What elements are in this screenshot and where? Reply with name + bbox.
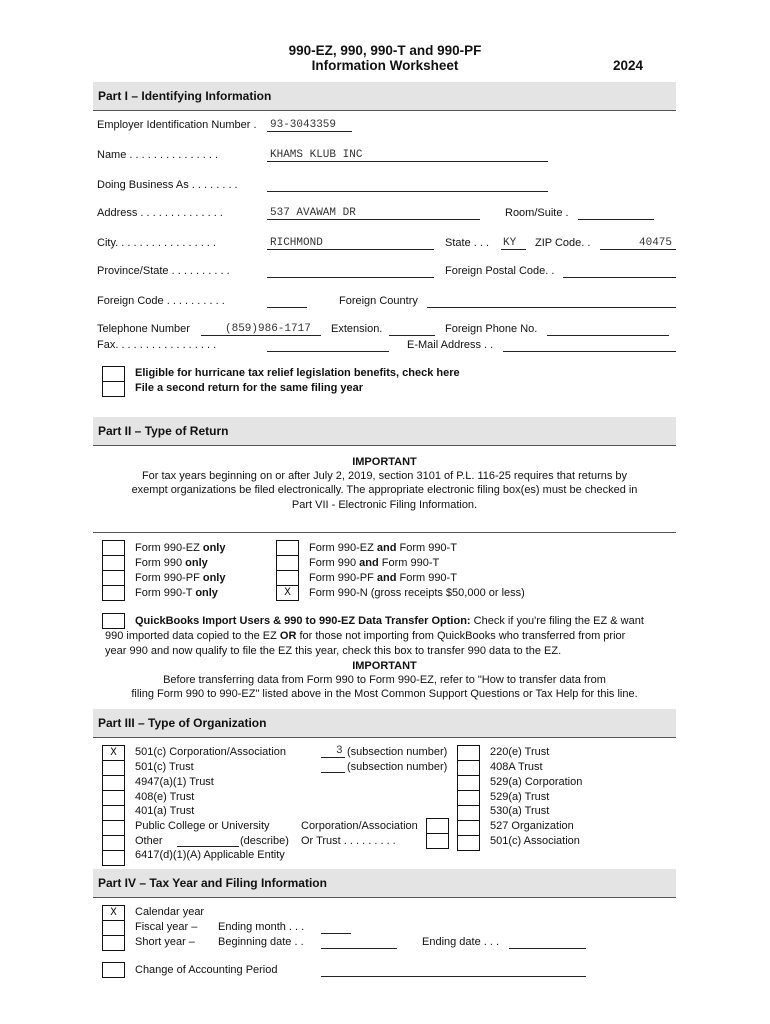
transfer-line1: Before transferring data from Form 990 to Form 990-EZ, refer to "How to transfer data from xyxy=(163,674,606,686)
fiscal-year-checkbox[interactable] xyxy=(102,920,125,936)
org-527-checkbox[interactable] xyxy=(457,820,480,836)
corp-assoc-checkbox[interactable] xyxy=(426,818,449,834)
second-return-label: File a second return for the same filing year xyxy=(135,382,364,394)
quickbooks-text-line2: 990 imported data copied to the EZ OR for those not importing from QuickBooks who transferred from prior xyxy=(105,630,626,642)
ending-month-label: Ending month . . . xyxy=(218,921,305,933)
org-4947-trust-label: 4947(a)(1) Trust xyxy=(135,776,214,788)
org-6417-entity-label: 6417(d)(1)(A) Applicable Entity xyxy=(135,849,285,861)
form-990ez-only-label: Form 990-EZ only xyxy=(135,542,226,554)
org-529a-corp-checkbox[interactable] xyxy=(457,775,480,791)
part2-header xyxy=(93,417,676,446)
org-530a-trust-checkbox[interactable] xyxy=(457,805,480,821)
quickbooks-text-line1: QuickBooks Import Users & 990 to 990-EZ Data Transfer Option: Check if you're filing the EZ & want xyxy=(135,615,644,627)
or-trust-checkbox[interactable] xyxy=(426,833,449,849)
fiscal-year-label: Fiscal year – xyxy=(135,921,198,933)
org-other-checkbox[interactable] xyxy=(102,835,125,851)
org-501c-trust-checkbox[interactable] xyxy=(102,760,125,776)
zip-value[interactable]: 40475 xyxy=(639,237,673,249)
form-990pf-and-990t-label: Form 990-PF and Form 990-T xyxy=(309,572,457,584)
form-990ez-and-990t-checkbox[interactable] xyxy=(276,540,299,556)
name-label: Name . . . . . . . . . . . . . . . xyxy=(97,149,219,161)
subsection-label: (subsection number) xyxy=(347,746,448,758)
short-year-checkbox[interactable] xyxy=(102,935,125,951)
org-529a-corp-label: 529(a) Corporation xyxy=(490,776,583,788)
form-990-only-checkbox[interactable] xyxy=(102,555,125,571)
zip-label: ZIP Code. . xyxy=(535,237,591,249)
ein-value[interactable]: 93-3043359 xyxy=(270,119,337,131)
foreign-postal-field[interactable] xyxy=(563,265,676,278)
org-501c-trust-label: 501(c) Trust xyxy=(135,761,194,773)
form-990pf-and-990t-checkbox[interactable] xyxy=(276,570,299,586)
important-heading: IMPORTANT xyxy=(352,456,417,468)
form-990-and-990t-label: Form 990 and Form 990-T xyxy=(309,557,440,569)
quickbooks-text-line3: year 990 and now qualify to file the EZ this year, check this box to transfer 990 data to the EZ. xyxy=(105,645,562,657)
org-408a-trust-checkbox[interactable] xyxy=(457,760,480,776)
tax-year: 2024 xyxy=(613,58,644,73)
city-label: City. . . . . . . . . . . . . . . . . xyxy=(97,237,216,249)
part2-heading: Part II – Type of Return xyxy=(98,424,229,438)
org-public-college-checkbox[interactable] xyxy=(102,820,125,836)
org-4947-trust-checkbox[interactable] xyxy=(102,775,125,791)
transfer-line2: filing Form 990 to 990-EZ" listed above in the Most Common Support Questions or Tax Help for this line. xyxy=(131,688,638,700)
foreign-postal-label: Foreign Postal Code. . xyxy=(445,265,555,277)
telephone-value[interactable]: (859)986-1717 xyxy=(225,323,311,335)
form-990t-only-label: Form 990-T only xyxy=(135,587,218,599)
address-value[interactable]: 537 AVAWAM DR xyxy=(270,207,356,219)
org-401a-trust-checkbox[interactable] xyxy=(102,805,125,821)
org-public-college-label: Public College or University xyxy=(135,820,270,832)
short-year-label: Short year – xyxy=(135,936,195,948)
change-accounting-period-label: Change of Accounting Period xyxy=(135,964,278,976)
or-trust-label: Or Trust . . . . . . . . . xyxy=(301,835,396,847)
org-401a-trust-label: 401(a) Trust xyxy=(135,805,195,817)
org-501c-corp-checkbox[interactable]: X xyxy=(102,745,125,761)
hurricane-label: Eligible for hurricane tax relief legislation benefits, check here xyxy=(135,367,460,379)
worksheet-title-line2: Information Worksheet xyxy=(311,58,459,73)
calendar-year-checkbox[interactable]: X xyxy=(102,905,125,921)
second-return-checkbox[interactable] xyxy=(102,381,125,397)
room-label: Room/Suite . xyxy=(505,207,569,219)
extension-field[interactable] xyxy=(389,323,435,336)
foreign-code-field[interactable] xyxy=(267,295,307,308)
notice-line2: exempt organizations be filed electronically. The appropriate electronic filing box(es) must be checked in xyxy=(131,484,638,496)
org-529a-trust-checkbox[interactable] xyxy=(457,790,480,806)
fax-label: Fax. . . . . . . . . . . . . . . . . xyxy=(97,339,217,351)
calendar-year-label: Calendar year xyxy=(135,906,205,918)
org-6417-entity-checkbox[interactable] xyxy=(102,850,125,866)
subsection-value[interactable]: 3 xyxy=(336,745,343,757)
part1-heading: Part I – Identifying Information xyxy=(98,89,272,103)
form-990t-only-checkbox[interactable] xyxy=(102,585,125,601)
foreign-phone-field[interactable] xyxy=(547,323,669,336)
org-other-label: Other xyxy=(135,835,163,847)
email-field[interactable] xyxy=(503,339,676,352)
state-value[interactable]: KY xyxy=(503,237,517,249)
org-527-label: 527 Organization xyxy=(490,820,574,832)
corp-assoc-label: Corporation/Association xyxy=(301,820,418,832)
org-408e-trust-checkbox[interactable] xyxy=(102,790,125,806)
change-accounting-period-field[interactable] xyxy=(321,964,586,977)
room-field[interactable] xyxy=(578,207,654,220)
form-990-and-990t-checkbox[interactable] xyxy=(276,555,299,571)
beginning-date-field[interactable] xyxy=(321,936,397,949)
org-501c-assoc-label: 501(c) Association xyxy=(490,835,580,847)
org-408a-trust-label: 408A Trust xyxy=(490,761,543,773)
ein-label: Employer Identification Number . xyxy=(97,119,257,131)
org-220e-trust-checkbox[interactable] xyxy=(457,745,480,761)
form-990pf-only-checkbox[interactable] xyxy=(102,570,125,586)
email-label: E-Mail Address . . xyxy=(407,339,494,351)
part4-header xyxy=(93,869,676,898)
form-990-only-label: Form 990 only xyxy=(135,557,208,569)
part3-header xyxy=(93,709,676,738)
org-529a-trust-label: 529(a) Trust xyxy=(490,791,550,803)
dba-label: Doing Business As . . . . . . . . xyxy=(97,179,238,191)
state-label: State . . . xyxy=(445,237,490,249)
divider xyxy=(93,532,676,533)
form-990n-label: Form 990-N (gross receipts $50,000 or less) xyxy=(309,587,525,599)
quickbooks-transfer-checkbox[interactable] xyxy=(102,613,125,629)
province-label: Province/State . . . . . . . . . . xyxy=(97,265,230,277)
fax-field[interactable] xyxy=(267,339,389,352)
org-501c-assoc-checkbox[interactable] xyxy=(457,835,480,851)
form-990pf-only-label: Form 990-PF only xyxy=(135,572,226,584)
foreign-code-label: Foreign Code . . . . . . . . . . xyxy=(97,295,225,307)
org-501c-corp-label: 501(c) Corporation/Association xyxy=(135,746,287,758)
important-heading-2: IMPORTANT xyxy=(352,660,417,672)
subsection-label-2: (subsection number) xyxy=(347,761,448,773)
extension-label: Extension. xyxy=(331,323,383,335)
dba-field[interactable] xyxy=(267,179,548,192)
notice-line1: For tax years beginning on or after July 2, 2019, section 3101 of P.L. 116-25 requires that returns by xyxy=(141,470,628,482)
name-value[interactable]: KHAMS KLUB INC xyxy=(270,149,363,161)
part3-heading: Part III – Type of Organization xyxy=(98,716,267,730)
describe-label: (describe) xyxy=(240,835,289,847)
province-field[interactable] xyxy=(267,265,434,278)
part4-heading: Part IV – Tax Year and Filing Information xyxy=(98,876,327,890)
ending-date-field[interactable] xyxy=(509,936,586,949)
city-value[interactable]: RICHMOND xyxy=(270,237,323,249)
foreign-country-label: Foreign Country xyxy=(339,295,418,307)
worksheet-title-line1: 990-EZ, 990, 990-T and 990-PF xyxy=(288,43,482,58)
part1-header xyxy=(93,82,676,111)
form-990n-checkbox[interactable]: X xyxy=(276,585,299,601)
subsection-field-2[interactable] xyxy=(321,760,345,773)
notice-line3: Part VII - Electronic Filing Information. xyxy=(291,499,478,511)
org-530a-trust-label: 530(a) Trust xyxy=(490,805,550,817)
address-label: Address . . . . . . . . . . . . . . xyxy=(97,207,223,219)
form-990ez-and-990t-label: Form 990-EZ and Form 990-T xyxy=(309,542,457,554)
foreign-phone-label: Foreign Phone No. xyxy=(445,323,538,335)
beginning-date-label: Beginning date . . xyxy=(218,936,304,948)
org-220e-trust-label: 220(e) Trust xyxy=(490,746,550,758)
hurricane-checkbox[interactable] xyxy=(102,366,125,382)
telephone-label: Telephone Number xyxy=(97,323,190,335)
form-990ez-only-checkbox[interactable] xyxy=(102,540,125,556)
change-accounting-period-checkbox[interactable] xyxy=(102,962,125,978)
ending-date-label: Ending date . . . xyxy=(422,936,500,948)
org-408e-trust-label: 408(e) Trust xyxy=(135,791,195,803)
other-describe-field[interactable] xyxy=(177,834,239,847)
foreign-country-field[interactable] xyxy=(427,295,676,308)
ending-month-field[interactable] xyxy=(321,921,351,934)
